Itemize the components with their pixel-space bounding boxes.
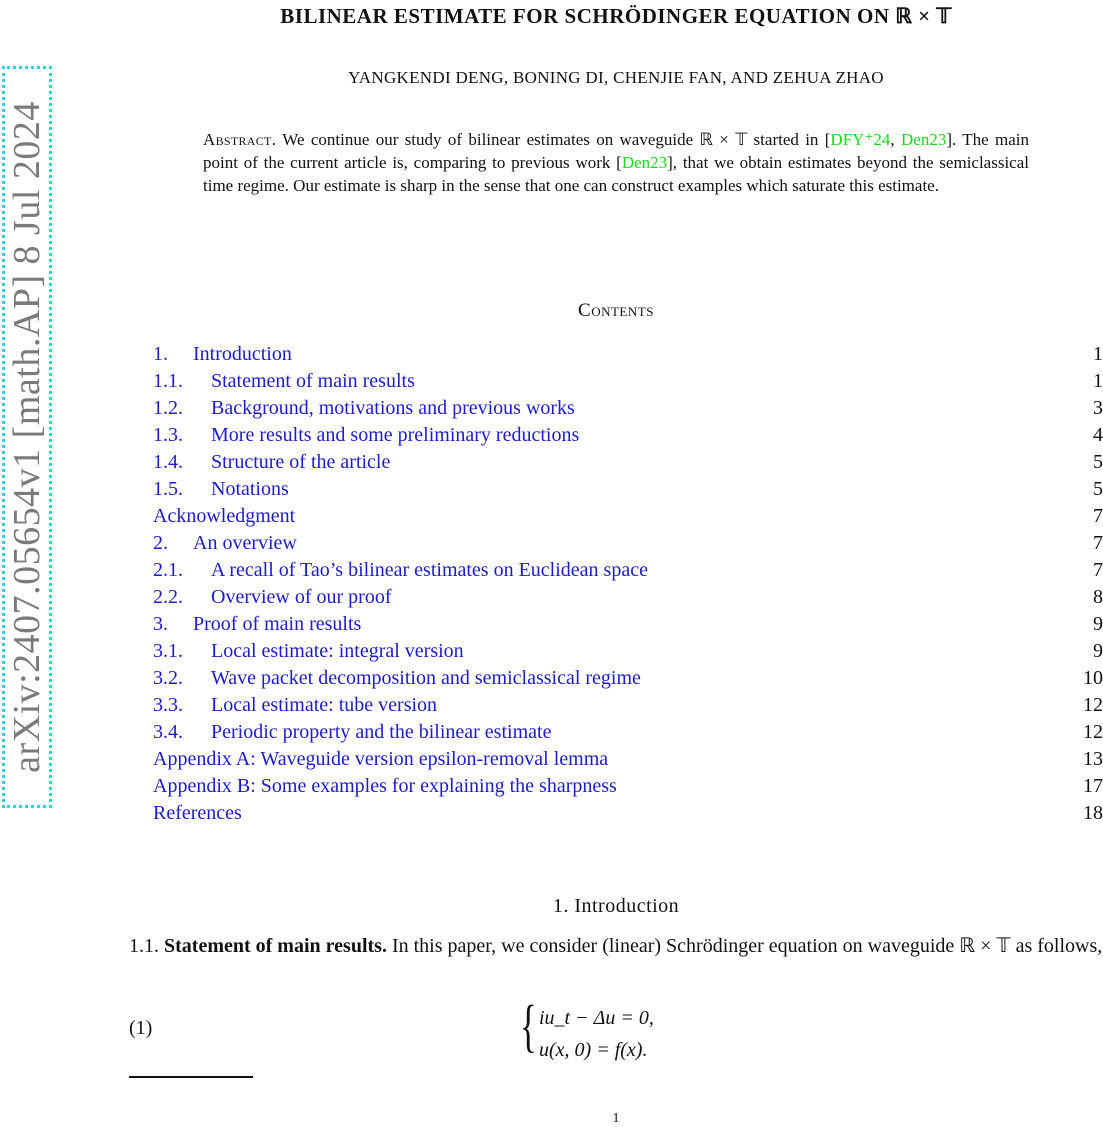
citation-link[interactable]: Den23 bbox=[621, 153, 668, 172]
toc-link[interactable]: Acknowledgment bbox=[153, 505, 296, 527]
subsection-title: Statement of main results. bbox=[164, 935, 387, 957]
abstract-text-1: We continue our study of bilinear estimates on waveguide ℝ × 𝕋 started in [ bbox=[282, 130, 831, 149]
toc-entry[interactable] bbox=[153, 773, 1103, 800]
toc-number: 1. bbox=[153, 343, 168, 365]
toc-number: 1.3. bbox=[153, 424, 183, 446]
page-number: 1 bbox=[612, 1111, 620, 1126]
toc-entry[interactable] bbox=[153, 665, 1103, 692]
toc-entry[interactable] bbox=[153, 800, 1103, 827]
toc-page: 13 bbox=[1083, 748, 1103, 770]
toc-link[interactable]: Appendix A: Waveguide version epsilon-removal lemma bbox=[153, 748, 609, 770]
toc-page: 7 bbox=[1093, 559, 1103, 581]
toc-page: 4 bbox=[1093, 424, 1103, 446]
toc-number: 1.1. bbox=[153, 370, 183, 392]
toc-entry[interactable] bbox=[153, 395, 1103, 422]
toc-number: 1.4. bbox=[153, 451, 183, 473]
toc-number: 3.2. bbox=[153, 667, 183, 689]
toc-link[interactable]: Proof of main results bbox=[193, 613, 362, 635]
toc-entry[interactable] bbox=[153, 638, 1103, 665]
toc-entry[interactable] bbox=[153, 449, 1103, 476]
toc-page: 17 bbox=[1083, 775, 1103, 797]
toc-page: 7 bbox=[1093, 505, 1103, 527]
toc-number: 1.5. bbox=[153, 478, 183, 500]
equation-line: iu_t − Δu = 0, bbox=[539, 1007, 654, 1029]
arxiv-identifier: arXiv:2407.05654v1 [math.AP] 8 Jul 2024 bbox=[6, 101, 48, 773]
table-of-contents bbox=[153, 341, 1103, 827]
toc-entry[interactable] bbox=[153, 476, 1103, 503]
paper-title: BILINEAR ESTIMATE FOR SCHRÖDINGER EQUATION ON ℝ × 𝕋 bbox=[280, 4, 952, 28]
toc-page: 9 bbox=[1093, 640, 1103, 662]
toc-entry[interactable] bbox=[153, 503, 1103, 530]
toc-entry[interactable] bbox=[153, 611, 1103, 638]
equation-brace: { bbox=[520, 993, 537, 1058]
toc-page: 12 bbox=[1083, 694, 1103, 716]
contents-heading: Contents bbox=[578, 300, 654, 321]
toc-entry[interactable] bbox=[153, 692, 1103, 719]
toc-entry[interactable] bbox=[153, 422, 1103, 449]
toc-entry[interactable] bbox=[153, 341, 1103, 368]
toc-number: 2. bbox=[153, 532, 168, 554]
toc-link[interactable]: Background, motivations and previous works bbox=[211, 397, 575, 419]
equation-system bbox=[539, 1002, 654, 1066]
equation-line: u(x, 0) = f(x). bbox=[539, 1039, 648, 1061]
toc-number: 1.2. bbox=[153, 397, 183, 419]
citation-link[interactable]: DFY⁺24 bbox=[830, 130, 891, 149]
abstract bbox=[203, 128, 1029, 197]
introduction-heading: 1. Introduction bbox=[552, 895, 680, 917]
toc-page: 7 bbox=[1093, 532, 1103, 554]
abstract-text-2: , bbox=[890, 130, 901, 149]
toc-link[interactable]: Local estimate: tube version bbox=[211, 694, 438, 716]
toc-page: 5 bbox=[1093, 451, 1103, 473]
footnote-rule bbox=[129, 1076, 253, 1078]
toc-entry[interactable] bbox=[153, 557, 1103, 584]
toc-link[interactable]: More results and some preliminary reductions bbox=[211, 424, 580, 446]
toc-number: 3.1. bbox=[153, 640, 183, 662]
toc-link[interactable]: A recall of Tao’s bilinear estimates on Euclidean space bbox=[211, 559, 648, 581]
toc-link[interactable]: Structure of the article bbox=[211, 451, 391, 473]
toc-page: 1 bbox=[1093, 370, 1103, 392]
toc-number: 3.4. bbox=[153, 721, 183, 743]
toc-page: 12 bbox=[1083, 721, 1103, 743]
toc-page: 9 bbox=[1093, 613, 1103, 635]
toc-page: 1 bbox=[1093, 343, 1103, 365]
toc-number: 2.2. bbox=[153, 586, 183, 608]
toc-page: 8 bbox=[1093, 586, 1103, 608]
toc-entry[interactable] bbox=[153, 746, 1103, 773]
toc-entry[interactable] bbox=[153, 530, 1103, 557]
abstract-label: Abstract. bbox=[203, 130, 277, 149]
subsection-number: 1.1. bbox=[129, 935, 159, 957]
toc-link[interactable]: References bbox=[153, 802, 242, 824]
toc-link[interactable]: An overview bbox=[193, 532, 297, 554]
toc-page: 18 bbox=[1083, 802, 1103, 824]
abstract-text-3: ]. The main point of the current article is, comparing to previous work [ bbox=[203, 130, 1030, 172]
toc-page: 3 bbox=[1093, 397, 1103, 419]
toc-link[interactable]: Overview of our proof bbox=[211, 586, 392, 608]
toc-link[interactable]: Wave packet decomposition and semiclassical regime bbox=[211, 667, 641, 689]
toc-page: 5 bbox=[1093, 478, 1103, 500]
toc-entry[interactable] bbox=[153, 368, 1103, 395]
introduction-paragraph bbox=[129, 933, 1103, 960]
toc-link[interactable]: Notations bbox=[211, 478, 289, 500]
equation-label: (1) bbox=[129, 1017, 153, 1039]
abstract-text-4: ], that we obtain estimates beyond the semiclassical time regime. Our estimate is sharp in the sense that one can construct examples which saturate this estimate. bbox=[203, 153, 1029, 195]
toc-link[interactable]: Statement of main results bbox=[211, 370, 415, 392]
introduction-text: In this paper, we consider (linear) Schrödinger equation on waveguide ℝ × 𝕋 as follows, bbox=[391, 935, 1103, 957]
toc-number: 2.1. bbox=[153, 559, 183, 581]
paper-authors: YANGKENDI DENG, BONING DI, CHENJIE FAN, AND ZEHUA ZHAO bbox=[348, 68, 884, 87]
toc-link[interactable]: Introduction bbox=[193, 343, 292, 365]
arxiv-stamp[interactable] bbox=[2, 66, 52, 808]
toc-link[interactable]: Local estimate: integral version bbox=[211, 640, 464, 662]
citation-link[interactable]: Den23 bbox=[901, 130, 947, 149]
toc-page: 10 bbox=[1083, 667, 1103, 689]
toc-number: 3.3. bbox=[153, 694, 183, 716]
toc-entry[interactable] bbox=[153, 719, 1103, 746]
toc-link[interactable]: Periodic property and the bilinear estimate bbox=[211, 721, 552, 743]
toc-number: 3. bbox=[153, 613, 168, 635]
toc-entry[interactable] bbox=[153, 584, 1103, 611]
toc-link[interactable]: Appendix B: Some examples for explaining the sharpness bbox=[153, 775, 617, 797]
